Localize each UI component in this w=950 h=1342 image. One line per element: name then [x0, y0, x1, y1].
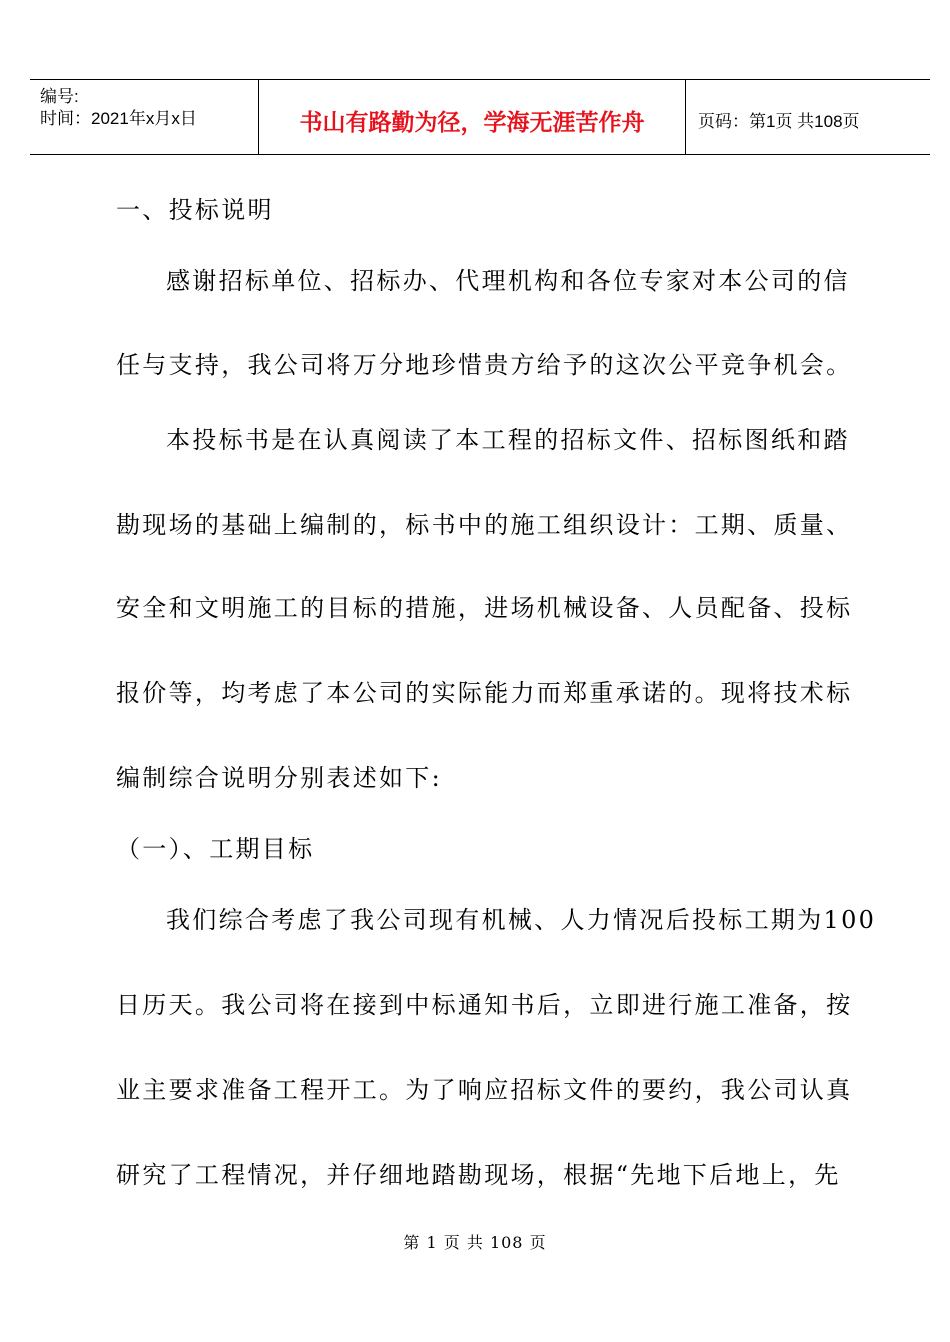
- paragraph-line: 任与支持，我公司将万分地珍惜贵方给予的这次公平竞争机会。: [116, 351, 853, 379]
- header-motto-cell: [259, 80, 686, 154]
- document-code-label: 编号:: [40, 87, 79, 106]
- paragraph-line: 感谢招标单位、招标办、代理机构和各位专家对本公司的信: [166, 267, 850, 295]
- paragraph-line: 日历天。我公司将在接到中标通知书后，立即进行施工准备，按: [116, 991, 853, 1019]
- header-page-number: 页码：第1页 共108页: [698, 112, 860, 131]
- section-heading: 一、投标说明: [116, 196, 274, 224]
- paragraph-line: 安全和文明施工的目标的措施，进场机械设备、人员配备、投标: [116, 594, 853, 622]
- document-header: [30, 79, 930, 155]
- page-footer: 第 1 页 共 108 页: [403, 1233, 547, 1252]
- header-page-cell: [686, 80, 930, 154]
- paragraph-line: 业主要求准备工程开工。为了响应招标文件的要约，我公司认真: [116, 1076, 853, 1104]
- paragraph-line: 勘现场的基础上编制的，标书中的施工组织设计：工期、质量、: [116, 511, 853, 539]
- document-date: 时间：2021年x月x日: [40, 109, 197, 128]
- paragraph-line: 编制综合说明分别表述如下:: [116, 764, 442, 792]
- header-meta-cell: [30, 80, 259, 154]
- subsection-heading: （一）、工期目标: [116, 835, 315, 863]
- paragraph-line: 本投标书是在认真阅读了本工程的招标文件、招标图纸和踏: [166, 426, 850, 454]
- paragraph-line: 报价等，均考虑了本公司的实际能力而郑重承诺的。现将技术标: [116, 679, 853, 707]
- paragraph-line: 研究了工程情况，并仔细地踏勘现场，根据“先地下后地上，先: [116, 1161, 841, 1189]
- paragraph-line: 我们综合考虑了我公司现有机械、人力情况后投标工期为100: [166, 906, 877, 934]
- header-motto: 书山有路勤为径，学海无涯苦作舟: [299, 110, 645, 136]
